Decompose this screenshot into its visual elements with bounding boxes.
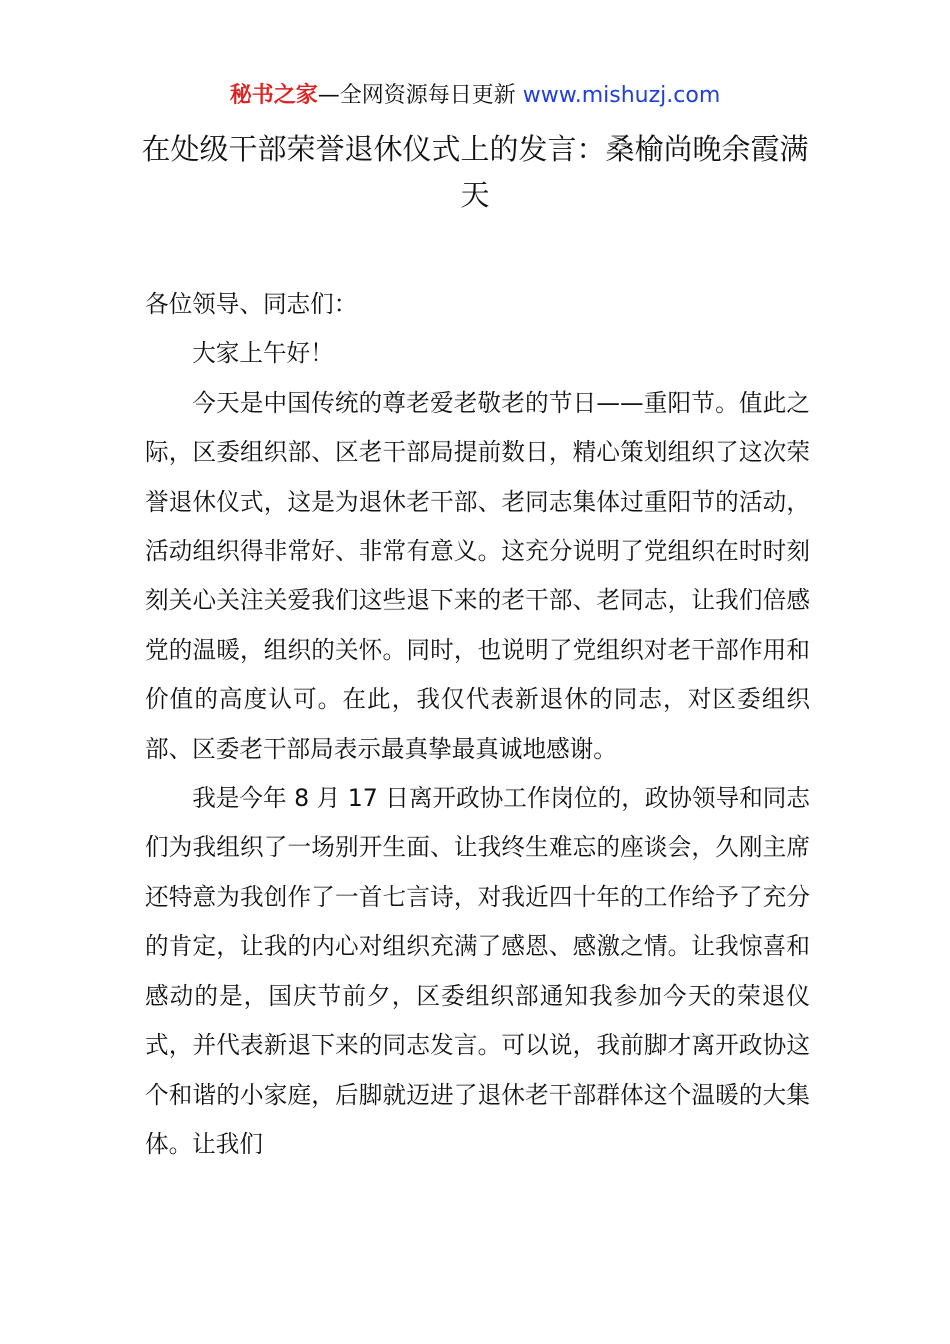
document-body xyxy=(145,280,810,1169)
paragraph-retirement: 我是今年 8 月 17 日离开政协工作岗位的，政协领导和同志们为我组织了一场别开生面、让我终生难忘的座谈会，久刚主席还特意为我创作了一首七言诗，对我近四十年的工作给予了充分的肯定，让我的内心对组织充满了感恩、感激之情。让我惊喜和感动的是，国庆节前夕，区委组织部通知我参加今天的荣退仪式，并代表新退下来的同志发言。可以说，我前脚才离开政协这个和谐的小家庭，后脚就迈进了退休老干部群体这个温暖的大集体。让我们 xyxy=(145,784,810,1158)
salutation: 各位领导、同志们： xyxy=(145,290,358,318)
site-tagline: —全网资源每日更新 xyxy=(317,83,523,108)
site-header xyxy=(0,80,950,112)
brand-name: 秘书之家 xyxy=(229,83,318,108)
site-url-link[interactable]: www.mishuzj.com xyxy=(522,83,721,108)
paragraph-chongyang: 今天是中国传统的尊老爱老敬老的节日——重阳节。值此之际，区委组织部、区老干部局提前数日，精心策划组织了这次荣誉退休仪式，这是为退休老干部、老同志集体过重阳节的活动，活动组织得非常好、非常有意义。这充分说明了党组织在时时刻刻关心关注关爱我们这些退下来的老干部、老同志，让我们倍感党的温暖，组织的关怀。同时，也说明了党组织对老干部作用和价值的高度认可。在此，我仅代表新退休的同志，对区委组织部、区委老干部局表示最真挚最真诚地感谢。 xyxy=(145,388,810,763)
paragraph-greeting: 大家上午好！ xyxy=(192,339,334,368)
document-title: 在处级干部荣誉退休仪式上的发言：桑榆尚晚余霞满天 xyxy=(141,132,809,212)
